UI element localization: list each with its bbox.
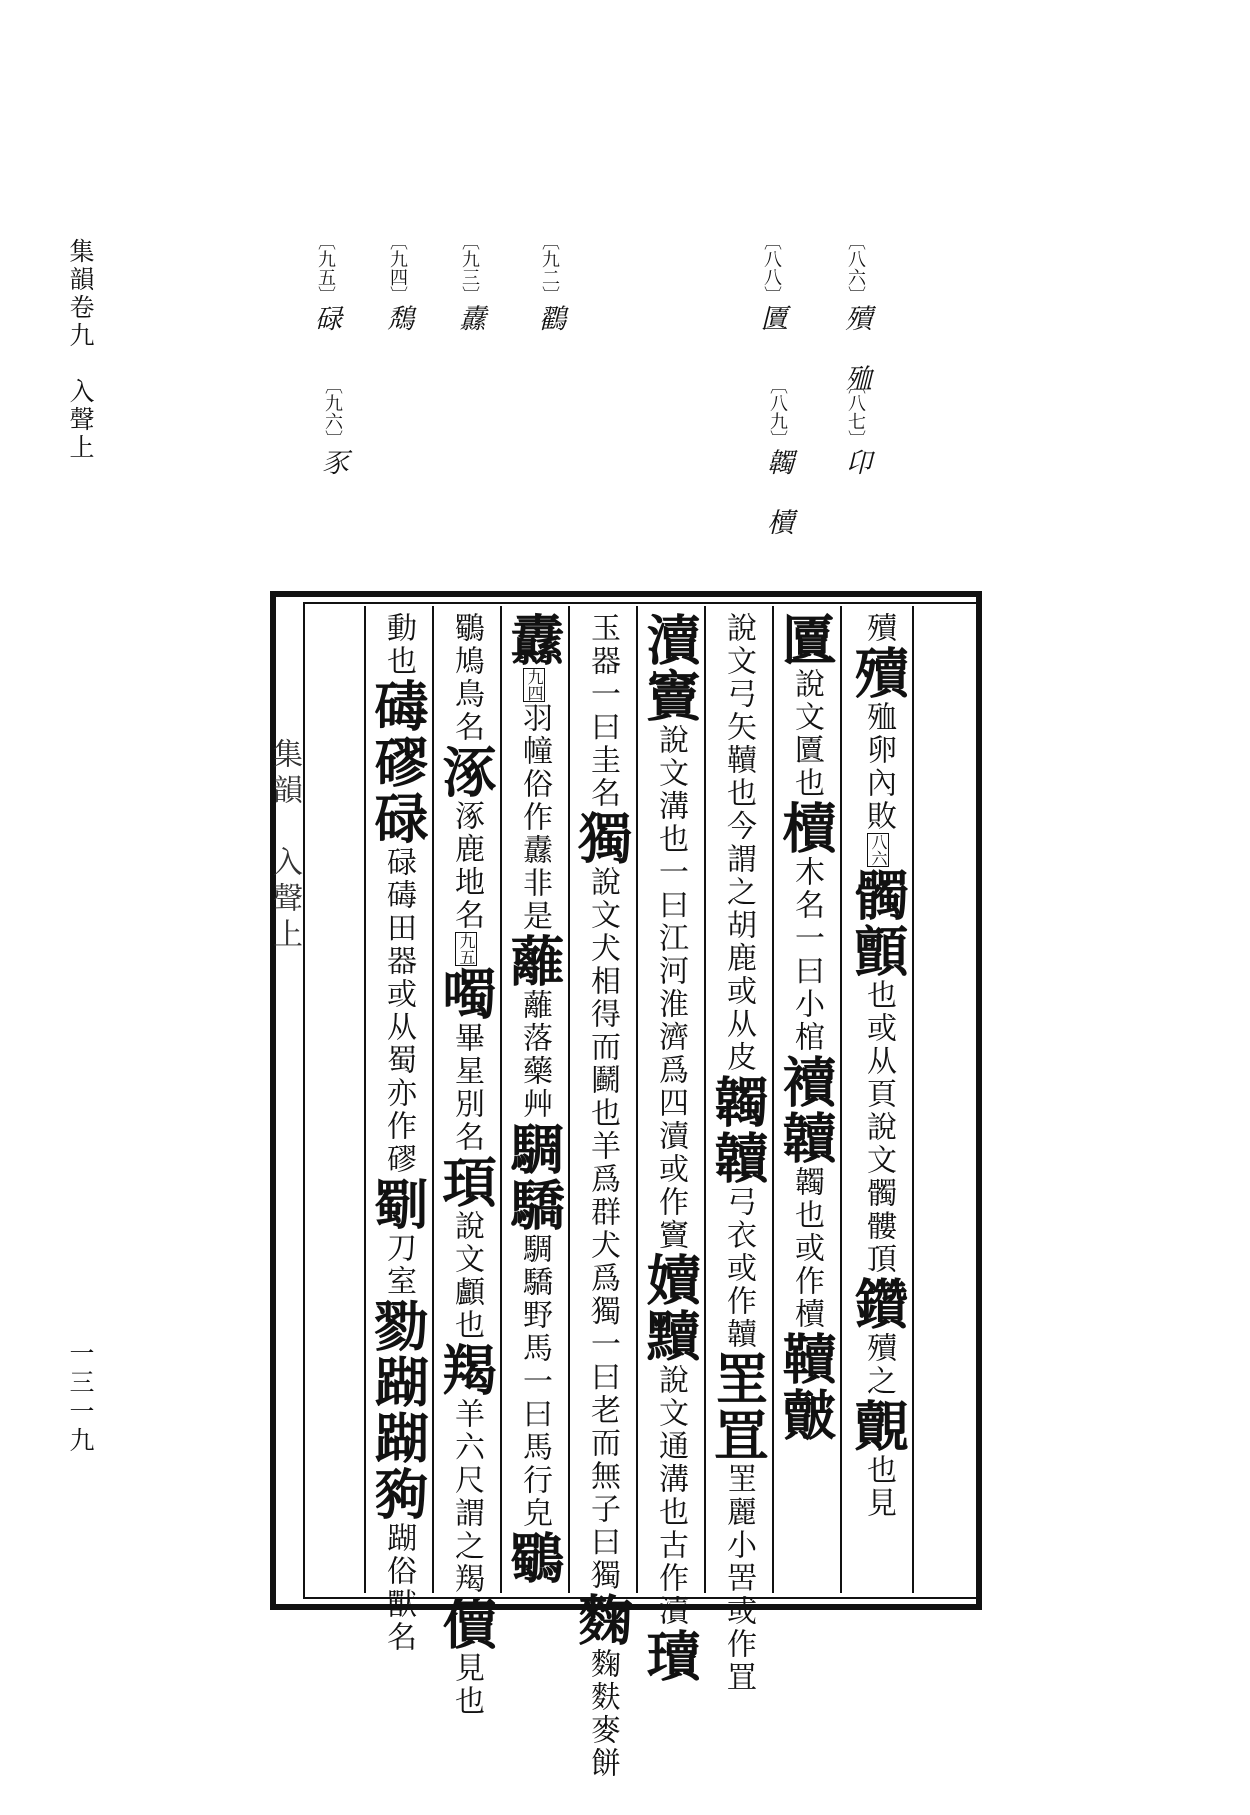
text-column [432,612,500,1718]
collation-note-mark: 〔九六〕 [322,376,343,448]
collation-note-text: 殰 殈 [840,304,871,394]
gloss: 說文弓矢韇也今謂之胡鹿或从皮 [721,612,756,1074]
page-number: 一三一九 [66,1340,95,1456]
headword: 襩韥 [774,1054,838,1166]
note-marker: 九五 [457,933,476,965]
collation-note [752,232,791,334]
text-column [568,612,636,1780]
text-column [844,612,912,1592]
collation-note-mark: 〔九五〕 [315,232,336,304]
headword: 覿 [846,1398,910,1454]
note-marker: 九四 [525,669,544,701]
headword: 鑽 [846,1276,910,1332]
margin-caption: 集韻 入聲上 [267,738,302,954]
column-rule [840,606,842,1593]
text-column [364,612,432,1654]
gloss: 玉器一曰圭名 [585,612,620,810]
collation-note-text: 碌 [310,304,341,334]
collation-note-text: 豕 [317,448,348,478]
collation-note [450,232,489,334]
gloss: 說文顱也 [449,1210,484,1342]
headword: 櫝 [774,800,838,856]
headword: 纛 [502,612,566,668]
collation-note-mark: 〔九二〕 [539,232,560,304]
headword: 羯 [434,1342,498,1398]
collation-note [758,376,797,538]
gloss: 刀室 [381,1232,416,1298]
collation-note-text: 纛 [454,304,485,334]
headword: 頊 [434,1154,498,1210]
text-column [636,612,704,1684]
gloss: 䠒俗獸名 [381,1522,416,1654]
gloss: 說文通溝也古作瀆 [653,1364,688,1628]
gloss: 畢星別名 [449,1022,484,1154]
collation-note [530,232,569,334]
running-head: 集韻卷九 入聲上 [66,238,95,462]
headword: 瀆竇 [638,612,702,724]
note-marker: 八六 [869,834,888,866]
headword: 殰 [846,645,910,701]
headword: 劅 [366,1176,430,1232]
headword: 鸀 [502,1530,566,1586]
headword: 匵 [774,612,838,668]
collation-note [313,376,352,478]
gloss: 說文溝也一曰江河淮濟爲四瀆或作竇 [653,724,688,1252]
text-column [500,612,568,1592]
gloss: 韣也或作櫝 [789,1166,824,1331]
headword: 嬻黷 [638,1252,702,1364]
headword: 韣韥 [706,1074,770,1186]
gloss: 騆驕野馬一曰馬行皃 [517,1233,552,1530]
gloss: 也見 [861,1454,896,1520]
headword: 噣 [434,966,498,1022]
collation-note-mark: 〔八六〕 [845,232,866,304]
headword: 瓄 [638,1628,702,1684]
gloss: 麴麩麥餅 [585,1648,620,1780]
collation-note-text: 韣 櫝 [762,448,793,538]
gloss: 說文匵也 [789,668,824,800]
gloss: 動也 [381,612,416,678]
gloss: 說文犬相得而鬬也羊爲群犬爲獨一曰老而無子曰獨 [585,866,620,1592]
gloss: 殈卵內敗 [861,701,896,833]
collation-note-text: 鵚 [382,304,413,334]
gloss: 鸀鳩鳥名 [449,612,484,744]
headword: 蘺 [502,933,566,989]
collation-note-mark: 〔八九〕 [767,376,788,448]
collation-note [836,376,875,478]
headword: 儥 [434,1596,498,1652]
collation-note [836,232,875,394]
collation-note-mark: 〔九四〕 [387,232,408,304]
gloss: 碌碡田器或从蜀亦作磟 [381,846,416,1176]
collation-note [378,232,417,334]
gloss: 木名一曰小棺 [789,856,824,1054]
collation-note [306,232,345,334]
text-column [704,612,772,1694]
collation-note-text: 卬 [840,448,871,478]
gloss: 殰之 [861,1332,896,1398]
headword: 罜罝 [706,1351,770,1463]
collation-note-text: 匵 [756,304,787,334]
column-rule [912,606,914,1593]
headword: 麴 [570,1592,634,1648]
headword: 韇皾 [774,1331,838,1443]
collation-note-mark: 〔八七〕 [845,376,866,448]
headword: 勠 [366,1298,430,1354]
headword: 涿 [434,744,498,800]
gloss: 羽幢俗作纛非是 [517,702,552,933]
gloss: 羊六尺謂之羯 [449,1398,484,1596]
gloss: 見也 [449,1652,484,1718]
headword: 獨 [570,810,634,866]
collation-note-mark: 〔八八〕 [761,232,782,304]
collation-note-text: 鸐 [534,304,565,334]
gloss: 也或从頁說文髑髏頂 [861,979,896,1276]
headword: 髑顫 [846,867,910,979]
text-column [772,612,840,1592]
gloss: 涿鹿地名 [449,800,484,932]
headword: 碡磟碌 [366,678,430,846]
headword: 騆驕 [502,1121,566,1233]
collation-note-mark: 〔九三〕 [459,232,480,304]
gloss: 弓衣或作韥 [721,1186,756,1351]
gloss: 殰 [861,612,896,645]
gloss: 罜麗小罟或作罝 [721,1463,756,1694]
gloss: 蘺落藥艸 [517,989,552,1121]
headword: 䠒䠒豞 [366,1354,430,1522]
